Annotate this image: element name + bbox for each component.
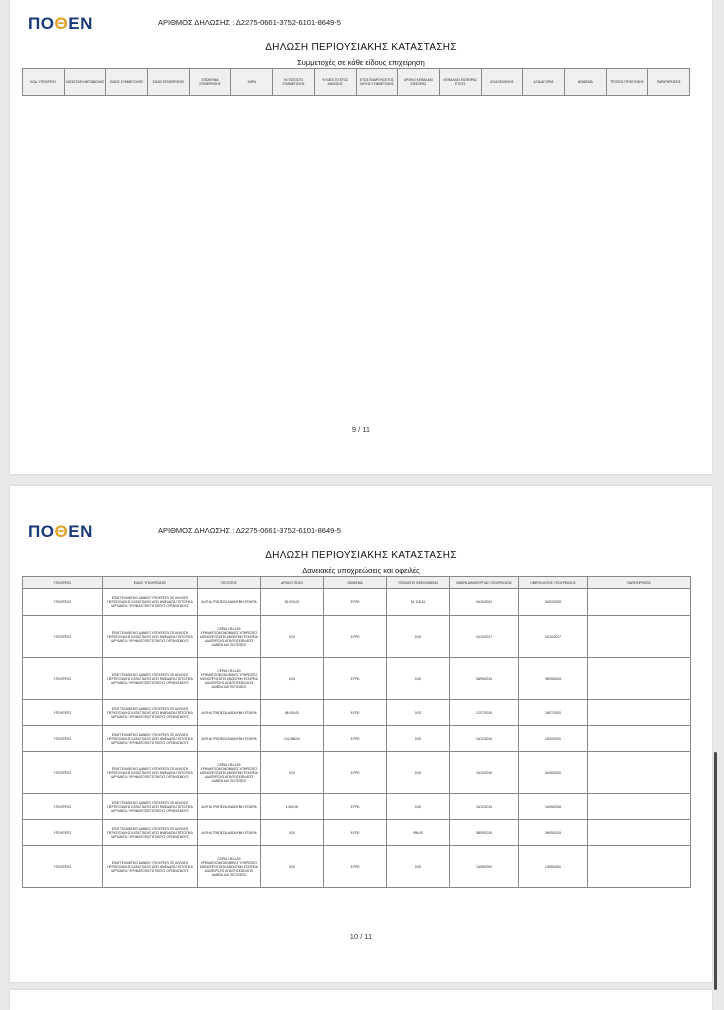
column-header: ΧΩΡΑ [231,69,273,96]
column-header: ΠΙΣΤΩΤΗΣ [198,577,261,589]
document-title: ΔΗΛΩΣΗ ΠΕΡΙΟΥΣΙΑΚΗΣ ΚΑΤΑΣΤΑΣΗΣ [265,550,457,561]
cell-creditor: ALPHA ΤΡΑΠΕΖΑ ΑΝΩΝΥΜΗ ΕΤΑΙΡΙΑ [198,820,261,846]
logo-text-1: ΠΟ [28,522,55,541]
cell-start: 08/05/2015 [450,820,519,846]
cell-start: 10/12/2015 [450,794,519,820]
column-header: ΝΟΜΙΣΜΑ [564,69,606,96]
cell-notes [588,752,691,794]
cell-creditor: ALPHA ΤΡΑΠΕΖΑ ΑΝΩΝΥΜΗ ΕΤΑΙΡΙΑ [198,700,261,726]
declaration-label: ΑΡΙΘΜΟΣ ΔΗΛΩΣΗΣ : [158,526,235,535]
cell-notes [588,726,691,752]
cell-start: 08/05/2015 [450,658,519,700]
column-header: ΚΩΔ. ΥΠΟΧΡΕΟΥ [23,69,65,96]
declaration-label: ΑΡΙΘΜΟΣ ΔΗΛΩΣΗΣ : [158,18,235,27]
cell-balance: 0,00 [387,846,450,888]
cell-type: ΕΠΑΓΓΕΛΜΑΤΙΚΟ ΔΑΝΕΙΟ ΥΠΟΧΡΕΟΥ ΣΕ ΔΗΛΩΣΗ ΠΕΡΙΟΥΣΙΑΚΗΣ ΚΑΤΑΣΤΑΣΗΣ ΑΠΟ ΗΜΕΔΑΠΑ ΠΙΣΤΩΤΙΚΑ ΙΔΡΥΜΑΤΑ / ΧΡΗΜΑΤΟΠΙΣΤΩΤΙΚΟΥΣ ΟΡΓΑΝΙΣΜΟΥΣ [103,616,198,658]
logo-text-3: ΕΝ [68,522,93,541]
logo-text-1: ΠΟ [28,14,55,33]
logo-text-2: Θ [54,14,69,33]
cell-creditor: ALPHA ΤΡΑΠΕΖΑ ΑΝΩΝΥΜΗ ΕΤΑΙΡΙΑ [198,589,261,616]
column-header: ΕΙΔΟΣ ΥΠΟΧΡΕΩΣΗΣ [103,577,198,589]
declaration-value: Δ2275-0661-3752-6101-8649-5 [235,18,341,27]
cell-obligor: ΥΠΟΧΡΕΟΣ [23,658,103,700]
cell-start: 10/12/2015 [450,726,519,752]
cell-start: 13/08/2020 [450,846,519,888]
cell-type: ΕΠΑΓΓΕΛΜΑΤΙΚΟ ΔΑΝΕΙΟ ΥΠΟΧΡΕΟΥ ΣΕ ΔΗΛΩΣΗ ΠΕΡΙΟΥΣΙΑΚΗΣ ΚΑΤΑΣΤΑΣΗΣ ΑΠΟ ΗΜΕΔΑΠΑ ΠΙΣΤΩΤΙΚΑ ΙΔΡΥΜΑΤΑ / ΧΡΗΜΑΤΟΠΙΣΤΩΤΙΚΟΥΣ ΟΡΓΑΝΙΣΜΟΥΣ [103,794,198,820]
column-header: ΥΠΟΛΟΙΠΟ ΟΦΕΙΛΟΜΕΝΟ [387,577,450,589]
cell-end: 18/07/2020 [519,700,588,726]
column-header: ΕΙΔΟΣ ΕΠΙΧΕΙΡΗΣΗΣ [148,69,190,96]
table-row [23,700,691,726]
page-number: 9 / 11 [351,425,371,434]
cell-amount: 131.986,00 [261,726,324,752]
table-row [23,658,691,700]
page-number: 10 / 11 [349,932,373,941]
document-page-9 [10,0,712,474]
cell-balance: 0,00 [387,726,450,752]
table-row [23,794,691,820]
cell-notes [588,700,691,726]
column-header: ΠΑΡΑΤΗΡΗΣΕΙΣ [648,69,690,96]
cell-end: 08/05/2015 [519,820,588,846]
cell-start: 10/10/2015 [450,752,519,794]
column-header: ΝΟΜΙΣΜΑ [324,577,387,589]
cell-amount: 1.600,00 [261,794,324,820]
cell-amount: 0,00 [261,820,324,846]
cell-start: 04/10/2022 [450,589,519,616]
section-subtitle: Δανειακές υποχρεώσεις και οφειλές [302,566,420,575]
cell-notes [588,820,691,846]
cell-amount: 0,00 [261,846,324,888]
cell-currency: ΕΥΡΩ [324,726,387,752]
cell-currency: ΕΥΡΩ [324,616,387,658]
loans-table [22,576,691,888]
cell-obligor: ΥΠΟΧΡΕΟΣ [23,726,103,752]
cell-amount: 0,00 [261,658,324,700]
cell-type: ΕΠΑΓΓΕΛΜΑΤΙΚΟ ΔΑΝΕΙΟ ΥΠΟΧΡΕΟΥ ΣΕ ΔΗΛΩΣΗ ΠΕΡΙΟΥΣΙΑΚΗΣ ΚΑΤΑΣΤΑΣΗΣ ΑΠΟ ΗΜΕΔΑΠΑ ΠΙΣΤΩΤΙΚΑ ΙΔΡΥΜΑΤΑ / ΧΡΗΜΑΤΟΠΙΣΤΩΤΙΚΟΥΣ ΟΡΓΑΝΙΣΜΟΥΣ [103,846,198,888]
cell-obligor: ΥΠΟΧΡΕΟΣ [23,846,103,888]
cell-notes [588,589,691,616]
column-header: % ΠΟΣΟΣΤΟ ΣΥΜΜΕΤΟΧΗΣ [273,69,315,96]
cell-balance: 0,00 [387,700,450,726]
cell-balance: 996,09 [387,820,450,846]
cell-type: ΕΠΑΓΓΕΛΜΑΤΙΚΟ ΔΑΝΕΙΟ ΥΠΟΧΡΕΟΥ ΣΕ ΔΗΛΩΣΗ ΠΕΡΙΟΥΣΙΑΚΗΣ ΚΑΤΑΣΤΑΣΗΣ ΑΠΟ ΗΜΕΔΑΠΑ ΠΙΣΤΩΤΙΚΑ ΙΔΡΥΜΑΤΑ / ΧΡΗΜΑΤΟΠΙΣΤΩΤΙΚΟΥΣ ΟΡΓΑΝΙΣΜΟΥΣ [103,700,198,726]
cell-type: ΕΠΑΓΓΕΛΜΑΤΙΚΟ ΔΑΝΕΙΟ ΥΠΟΧΡΕΟΥ ΣΕ ΔΗΛΩΣΗ ΠΕΡΙΟΥΣΙΑΚΗΣ ΚΑΤΑΣΤΑΣΗΣ ΑΠΟ ΗΜΕΔΑΠΑ ΠΙΣΤΩΤΙΚΑ ΙΔΡΥΜΑΤΑ / ΧΡΗΜΑΤΟΠΙΣΤΩΤΙΚΟΥΣ ΟΡΓΑΝΙΣΜΟΥΣ [103,752,198,794]
cell-type: ΕΠΑΓΓΕΛΜΑΤΙΚΟ ΔΑΝΕΙΟ ΥΠΟΧΡΕΟΥ ΣΕ ΔΗΛΩΣΗ ΠΕΡΙΟΥΣΙΑΚΗΣ ΚΑΤΑΣΤΑΣΗΣ ΑΠΟ ΗΜΕΔΑΠΑ ΠΙΣΤΩΤΙΚΑ ΙΔΡΥΜΑΤΑ / ΧΡΗΜΑΤΟΠΙΣΤΩΤΙΚΟΥΣ ΟΡΓΑΝΙΣΜΟΥΣ [103,658,198,700]
column-header: ΚΑΤΑΣΤΑΣΗ ΜΕΤΑΒΟΛΗΣ [64,69,106,96]
logo-text-3: ΕΝ [68,14,93,33]
cell-currency: ΕΥΡΩ [324,752,387,794]
cell-amount: 82.000,00 [261,589,324,616]
declaration-number [158,18,341,27]
cell-end: 04/02/2028 [519,589,588,616]
column-header: ΚΕΦΑΛΑΙΟ ΕΙΣΦΟΡΑΣ ΕΤΟΥΣ [439,69,481,96]
cell-creditor: CEPAL HELLAS ΧΡΗΜΑΤΟΟΙΚΟΝΟΜΙΚΕΣ ΥΠΗΡΕΣΙΕΣ ΜΟΝΟΠΡΟΣΩΠΗ ΑΝΩΝΥΜΗ ΕΤΑΙΡΕΙΑ ΔΙΑΧΕΙΡΙΣΗΣ ΑΠΑΙΤΗΣΕΩΝ ΑΠΟ ΔΑΝΕΙΑ ΚΑΙ ΠΙΣΤΩΣΕΙΣ [198,846,261,888]
column-header: ΑΡΧΙΚΟ ΠΟΣΟ [261,577,324,589]
logo-text-2: Θ [54,522,69,541]
cell-type: ΕΠΑΓΓΕΛΜΑΤΙΚΟ ΔΑΝΕΙΟ ΥΠΟΧΡΕΟΥ ΣΕ ΔΗΛΩΣΗ ΠΕΡΙΟΥΣΙΑΚΗΣ ΚΑΤΑΣΤΑΣΗΣ ΑΠΟ ΗΜΕΔΑΠΑ ΠΙΣΤΩΤΙΚΑ ΙΔΡΥΜΑΤΑ / ΧΡΗΜΑΤΟΠΙΣΤΩΤΙΚΟΥΣ ΟΡΓΑΝΙΣΜΟΥΣ [103,820,198,846]
column-header: ΥΠΟΧΡΕΟΣ [23,577,103,589]
poten-logo [28,522,93,542]
document-title: ΔΗΛΩΣΗ ΠΕΡΙΟΥΣΙΑΚΗΣ ΚΑΤΑΣΤΑΣΗΣ [265,42,457,53]
cell-notes [588,846,691,888]
cell-obligor: ΥΠΟΧΡΕΟΣ [23,820,103,846]
document-page-11-edge [10,990,712,1010]
cell-obligor: ΥΠΟΧΡΕΟΣ [23,794,103,820]
cell-creditor: CEPAL HELLAS ΧΡΗΜΑΤΟΟΙΚΟΝΟΜΙΚΕΣ ΥΠΗΡΕΣΙΕΣ ΜΟΝΟΠΡΟΣΩΠΗ ΑΝΩΝΥΜΗ ΕΤΑΙΡΕΙΑ ΔΙΑΧΕΙΡΙΣΗΣ ΑΠΑΙΤΗΣΕΩΝ ΑΠΟ ΔΑΝΕΙΑ ΚΑΙ ΠΙΣΤΩΣΕΙΣ [198,616,261,658]
cell-notes [588,616,691,658]
cell-currency: ΕΥΡΩ [324,820,387,846]
cell-end: 04/06/2020 [519,752,588,794]
cell-start: 17/07/2015 [450,700,519,726]
column-header: ΗΜΕΡΑ ΔΗΜΙΟΥΡΓΙΑΣ ΥΠΟΧΡΕΩΣΗΣ [450,577,519,589]
table-row [23,752,691,794]
cell-currency: ΕΥΡΩ [324,658,387,700]
cell-obligor: ΥΠΟΧΡΕΟΣ [23,752,103,794]
cell-currency: ΕΥΡΩ [324,700,387,726]
cell-obligor: ΥΠΟΧΡΕΟΣ [23,589,103,616]
declaration-number [158,526,341,535]
column-header: ΤΡΟΠΟΣ ΠΡΟΚΤΗΣΗΣ [606,69,648,96]
cell-currency: ΕΥΡΩ [324,589,387,616]
cell-end: 14/02/2020 [519,726,588,752]
table-row [23,726,691,752]
column-header: ΗΜΕΡΑ ΛΗΞΗΣ ΥΠΟΧΡΕΩΣΗΣ [519,577,588,589]
cell-creditor: ALPHA ΤΡΑΠΕΖΑ ΑΝΩΝΥΜΗ ΕΤΑΙΡΙΑ [198,794,261,820]
cell-amount: 0,00 [261,752,324,794]
scrollbar[interactable] [714,752,717,990]
cell-creditor: CEPAL HELLAS ΧΡΗΜΑΤΟΟΙΚΟΝΟΜΙΚΕΣ ΥΠΗΡΕΣΙΕΣ ΜΟΝΟΠΡΟΣΩΠΗ ΑΝΩΝΥΜΗ ΕΤΑΙΡΕΙΑ ΔΙΑΧΕΙΡΙΣΗΣ ΑΠΑΙΤΗΣΕΩΝ ΑΠΟ ΔΑΝΕΙΑ ΚΑΙ ΠΙΣΤΩΣΕΙΣ [198,752,261,794]
cell-balance: 0,00 [387,658,450,700]
cell-end: 14/06/2016 [519,794,588,820]
cell-type: ΕΠΑΓΓΕΛΜΑΤΙΚΟ ΔΑΝΕΙΟ ΥΠΟΧΡΕΟΥ ΣΕ ΔΗΛΩΣΗ ΠΕΡΙΟΥΣΙΑΚΗΣ ΚΑΤΑΣΤΑΣΗΣ ΑΠΟ ΗΜΕΔΑΠΑ ΠΙΣΤΩΤΙΚΑ ΙΔΡΥΜΑΤΑ / ΧΡΗΜΑΤΟΠΙΣΤΩΤΙΚΟΥΣ ΟΡΓΑΝΙΣΜΟΥΣ [103,726,198,752]
cell-end: 08/05/2015 [519,658,588,700]
cell-end: 13/08/2020 [519,846,588,888]
cell-notes [588,658,691,700]
cell-balance: 0,00 [387,616,450,658]
cell-obligor: ΥΠΟΧΡΕΟΣ [23,616,103,658]
cell-balance: 0,00 [387,752,450,794]
cell-currency: ΕΥΡΩ [324,846,387,888]
table-row [23,846,691,888]
column-header: ΕΠΩΝΥΜΙΑ ΕΠΙΧΕΙΡΗΣΗΣ [189,69,231,96]
column-header: ΕΤΟΣ ΕΝΑΡΞΗΣ/ΕΤΟΣ ΛΗΞΗΣ ΣΥΜΜΕΤΟΧΗΣ [356,69,398,96]
cell-creditor: ALPHA ΤΡΑΠΕΖΑ ΑΝΩΝΥΜΗ ΕΤΑΙΡΙΑ [198,726,261,752]
table-row [23,820,691,846]
declaration-value: Δ2275-0661-3752-6101-8649-5 [235,526,341,535]
cell-balance: 0,00 [387,794,450,820]
column-header: ΑΞΙΑ ΠΩΛΗΣΗΣ [481,69,523,96]
cell-amount: 0,00 [261,616,324,658]
participations-table [22,68,690,96]
section-subtitle: Συμμετοχές σε κάθε είδους επιχείρηση [297,58,425,67]
cell-start: 02/10/2017 [450,616,519,658]
document-page-10 [10,486,712,982]
cell-creditor: CEPAL HELLAS ΧΡΗΜΑΤΟΟΙΚΟΝΟΜΙΚΕΣ ΥΠΗΡΕΣΙΕΣ ΜΟΝΟΠΡΟΣΩΠΗ ΑΝΩΝΥΜΗ ΕΤΑΙΡΕΙΑ ΔΙΑΧΕΙΡΙΣΗΣ ΑΠΑΙΤΗΣΕΩΝ ΑΠΟ ΔΑΝΕΙΑ ΚΑΙ ΠΙΣΤΩΣΕΙΣ [198,658,261,700]
cell-type: ΕΠΑΓΓΕΛΜΑΤΙΚΟ ΔΑΝΕΙΟ ΥΠΟΧΡΕΟΥ ΣΕ ΔΗΛΩΣΗ ΠΕΡΙΟΥΣΙΑΚΗΣ ΚΑΤΑΣΤΑΣΗΣ ΑΠΟ ΗΜΕΔΑΠΑ ΠΙΣΤΩΤΙΚΑ ΙΔΡΥΜΑΤΑ / ΧΡΗΜΑΤΟΠΙΣΤΩΤΙΚΟΥΣ ΟΡΓΑΝΙΣΜΟΥΣ [103,589,198,616]
cell-obligor: ΥΠΟΧΡΕΟΣ [23,700,103,726]
cell-notes [588,794,691,820]
poten-logo [28,14,93,34]
column-header: ΠΑΡΑΤΗΡΗΣΕΙΣ [588,577,691,589]
column-header: ΑΡΧΙΚΟ ΚΕΦΑΛΑΙΟ ΕΙΣΦΟΡΑΣ [398,69,440,96]
column-header: ΕΙΔΟΣ ΣΥΜΜΕΤΟΧΗΣ [106,69,148,96]
cell-balance: 51.118,33 [387,589,450,616]
table-row [23,589,691,616]
cell-amount: 96.000,00 [261,700,324,726]
cell-currency: ΕΥΡΩ [324,794,387,820]
column-header: ΑΞΙΑ ΑΓΟΡΑΣ [523,69,565,96]
cell-end: 02/10/2017 [519,616,588,658]
column-header: % ΚΑΤΑ ΤΟ ΕΤΟΣ ΔΗΛΩΣΗΣ [314,69,356,96]
table-row [23,616,691,658]
